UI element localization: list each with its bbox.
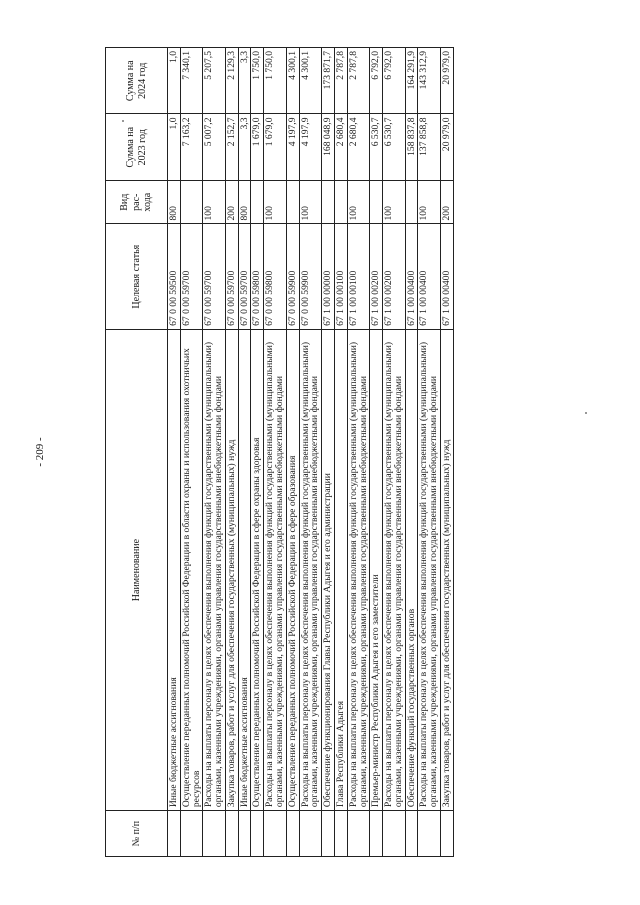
row-name-cell: Закупка товаров, работ и услуг для обеспечения государственных (муниципальных) нужд: [440, 329, 453, 810]
row-vid-cell: [180, 180, 203, 224]
table-row: [225, 48, 238, 857]
header-vid: Вид рас- хода: [106, 180, 168, 224]
row-code-cell: 67 0 00 59700: [180, 224, 203, 329]
header-name: Наименование: [106, 329, 168, 810]
rotated-document-sheet: [105, 47, 535, 857]
row-name-cell: Расходы на выплаты персоналу в целях обеспечения выполнения функций государственными (муниципальными) органами, казенными учреждениями, органами управления государственными внебюджетными фондами: [264, 329, 287, 810]
row-sum-2023-cell: 2 152,7: [225, 114, 238, 180]
row-num-cell: [405, 811, 418, 857]
row-vid-cell: 800: [168, 180, 181, 224]
row-vid-cell: [370, 180, 383, 224]
budget-table: [105, 47, 454, 857]
row-sum-2023-cell: 6 530,7: [383, 114, 406, 180]
table-row: [203, 48, 226, 857]
scan-speck: [122, 120, 124, 122]
row-sum-2024-cell: 6 792,0: [370, 48, 383, 115]
table-row: [238, 48, 251, 857]
row-vid-cell: 200: [440, 180, 453, 224]
header-sum-2023: Сумма на 2023 год: [106, 114, 168, 180]
row-name-cell: Осуществление переданных полномочий Российской Федерации в области охраны и использования охотничьих ресурсов: [180, 329, 203, 810]
row-code-cell: 67 1 00 00200: [383, 224, 406, 329]
row-sum-2024-cell: 5 207,5: [203, 48, 226, 115]
row-sum-2023-cell: 2 680,4: [347, 114, 370, 180]
row-name-cell: Иные бюджетные ассигнования: [168, 329, 181, 810]
row-num-cell: [286, 811, 299, 857]
row-sum-2023-cell: 2 680,4: [334, 114, 347, 180]
table-row: [251, 48, 264, 857]
row-sum-2023-cell: 137 858,8: [418, 114, 441, 180]
row-code-cell: 67 0 00 59800: [264, 224, 287, 329]
row-name-cell: Обеспечение функционирования Главы Республики Адыгея и его администрации: [322, 329, 335, 810]
row-sum-2023-cell: 5 007,2: [203, 114, 226, 180]
row-code-cell: 67 0 00 59700: [203, 224, 226, 329]
row-vid-cell: 100: [383, 180, 406, 224]
row-sum-2023-cell: 4 197,9: [299, 114, 322, 180]
row-sum-2024-cell: 6 792,0: [383, 48, 406, 115]
row-sum-2024-cell: 1 750,0: [251, 48, 264, 115]
row-sum-2024-cell: 4 300,1: [299, 48, 322, 115]
row-name-cell: Осуществление переданных полномочий Российской Федерации в сфере охраны здоровья: [251, 329, 264, 810]
scan-speck: [585, 412, 587, 414]
row-code-cell: 67 0 00 59700: [225, 224, 238, 329]
row-sum-2024-cell: 3,3: [238, 48, 251, 115]
row-name-cell: Иные бюджетные ассигнования: [238, 329, 251, 810]
row-sum-2023-cell: 1 679,0: [264, 114, 287, 180]
row-code-cell: 67 1 00 00100: [334, 224, 347, 329]
row-sum-2023-cell: 4 197,9: [286, 114, 299, 180]
table-row: [322, 48, 335, 857]
table-header: [106, 48, 168, 857]
row-sum-2024-cell: 1 750,0: [264, 48, 287, 115]
row-sum-2023-cell: 6 530,7: [370, 114, 383, 180]
row-sum-2024-cell: 2 129,3: [225, 48, 238, 115]
row-num-cell: [334, 811, 347, 857]
row-num-cell: [322, 811, 335, 857]
row-name-cell: Расходы на выплаты персоналу в целях обеспечения выполнения функций государственными (муниципальными) органами, казенными учреждениями, органами управления государственными внебюджетными фондами: [203, 329, 226, 810]
header-code: Целевая статья: [106, 224, 168, 329]
row-code-cell: 67 0 00 59700: [238, 224, 251, 329]
row-name-cell: Премьер-министр Республики Адыгея и его заместители: [370, 329, 383, 810]
row-num-cell: [180, 811, 203, 857]
row-name-cell: Расходы на выплаты персоналу в целях обеспечения выполнения функций государственными (муниципальными) органами, казенными учреждениями, органами управления государственными внебюджетными фондами: [299, 329, 322, 810]
row-sum-2023-cell: 7 163,2: [180, 114, 203, 180]
row-sum-2024-cell: 164 291,9: [405, 48, 418, 115]
row-code-cell: 67 0 00 59900: [286, 224, 299, 329]
row-vid-cell: [322, 180, 335, 224]
row-sum-2023-cell: 20 979,0: [440, 114, 453, 180]
row-code-cell: 67 0 00 59500: [168, 224, 181, 329]
row-sum-2023-cell: 1,0: [168, 114, 181, 180]
page-number: - 209 -: [34, 437, 46, 467]
row-num-cell: [383, 811, 406, 857]
table-row: [370, 48, 383, 857]
row-vid-cell: 200: [225, 180, 238, 224]
row-vid-cell: [334, 180, 347, 224]
table-row: [334, 48, 347, 857]
row-num-cell: [347, 811, 370, 857]
row-code-cell: 67 1 00 00400: [418, 224, 441, 329]
row-code-cell: 67 1 00 00200: [370, 224, 383, 329]
row-vid-cell: [405, 180, 418, 224]
row-sum-2024-cell: 2 787,8: [347, 48, 370, 115]
row-sum-2024-cell: 143 312,9: [418, 48, 441, 115]
table-row: [440, 48, 453, 857]
row-code-cell: 67 1 00 00000: [322, 224, 335, 329]
row-sum-2024-cell: 2 787,8: [334, 48, 347, 115]
table-body: [168, 48, 454, 857]
row-name-cell: Расходы на выплаты персоналу в целях обеспечения выполнения функций государственными (муниципальными) органами, казенными учреждениями, органами управления государственными внебюджетными фондами: [347, 329, 370, 810]
row-name-cell: Осуществление переданных полномочий Российской Федерации в сфере образования: [286, 329, 299, 810]
row-code-cell: 67 1 00 00400: [440, 224, 453, 329]
row-sum-2024-cell: 4 300,1: [286, 48, 299, 115]
row-vid-cell: 100: [203, 180, 226, 224]
row-name-cell: Расходы на выплаты персоналу в целях обеспечения выполнения функций государственными (муниципальными) органами, казенными учреждениями, органами управления государственными внебюджетными фондами: [383, 329, 406, 810]
row-num-cell: [168, 811, 181, 857]
row-num-cell: [418, 811, 441, 857]
table-row: [264, 48, 287, 857]
row-vid-cell: 100: [299, 180, 322, 224]
row-sum-2024-cell: 7 340,1: [180, 48, 203, 115]
row-num-cell: [299, 811, 322, 857]
row-name-cell: Закупка товаров, работ и услуг для обеспечения государственных (муниципальных) нужд: [225, 329, 238, 810]
row-num-cell: [370, 811, 383, 857]
row-code-cell: 67 1 00 00400: [405, 224, 418, 329]
row-name-cell: Расходы на выплаты персоналу в целях обеспечения выполнения функций государственными (муниципальными) органами, казенными учреждениями, органами управления государственными внебюджетными фондами: [418, 329, 441, 810]
row-num-cell: [225, 811, 238, 857]
table-row: [168, 48, 181, 857]
row-num-cell: [238, 811, 251, 857]
row-vid-cell: 100: [418, 180, 441, 224]
table-row: [405, 48, 418, 857]
table-row: [347, 48, 370, 857]
row-vid-cell: [251, 180, 264, 224]
row-sum-2024-cell: 173 871,7: [322, 48, 335, 115]
row-num-cell: [440, 811, 453, 857]
row-name-cell: Обеспечение функций государственных органов: [405, 329, 418, 810]
row-num-cell: [264, 811, 287, 857]
row-vid-cell: 100: [264, 180, 287, 224]
row-sum-2023-cell: 168 048,9: [322, 114, 335, 180]
row-vid-cell: 800: [238, 180, 251, 224]
header-sum-2024: Сумма на 2024 год: [106, 48, 168, 115]
table-row: [286, 48, 299, 857]
row-num-cell: [251, 811, 264, 857]
header-num: № п/п: [106, 811, 168, 857]
row-sum-2024-cell: 20 979,0: [440, 48, 453, 115]
table-row: [180, 48, 203, 857]
row-code-cell: 67 0 00 59900: [299, 224, 322, 329]
row-sum-2023-cell: 1 679,0: [251, 114, 264, 180]
row-vid-cell: [286, 180, 299, 224]
row-code-cell: 67 1 00 00100: [347, 224, 370, 329]
row-vid-cell: 100: [347, 180, 370, 224]
table-row: [418, 48, 441, 857]
row-name-cell: Глава Республики Адыгея: [334, 329, 347, 810]
row-sum-2024-cell: 1,0: [168, 48, 181, 115]
table-row: [383, 48, 406, 857]
table-row: [299, 48, 322, 857]
row-num-cell: [203, 811, 226, 857]
row-sum-2023-cell: 3,3: [238, 114, 251, 180]
row-sum-2023-cell: 158 837,8: [405, 114, 418, 180]
row-code-cell: 67 0 00 59800: [251, 224, 264, 329]
